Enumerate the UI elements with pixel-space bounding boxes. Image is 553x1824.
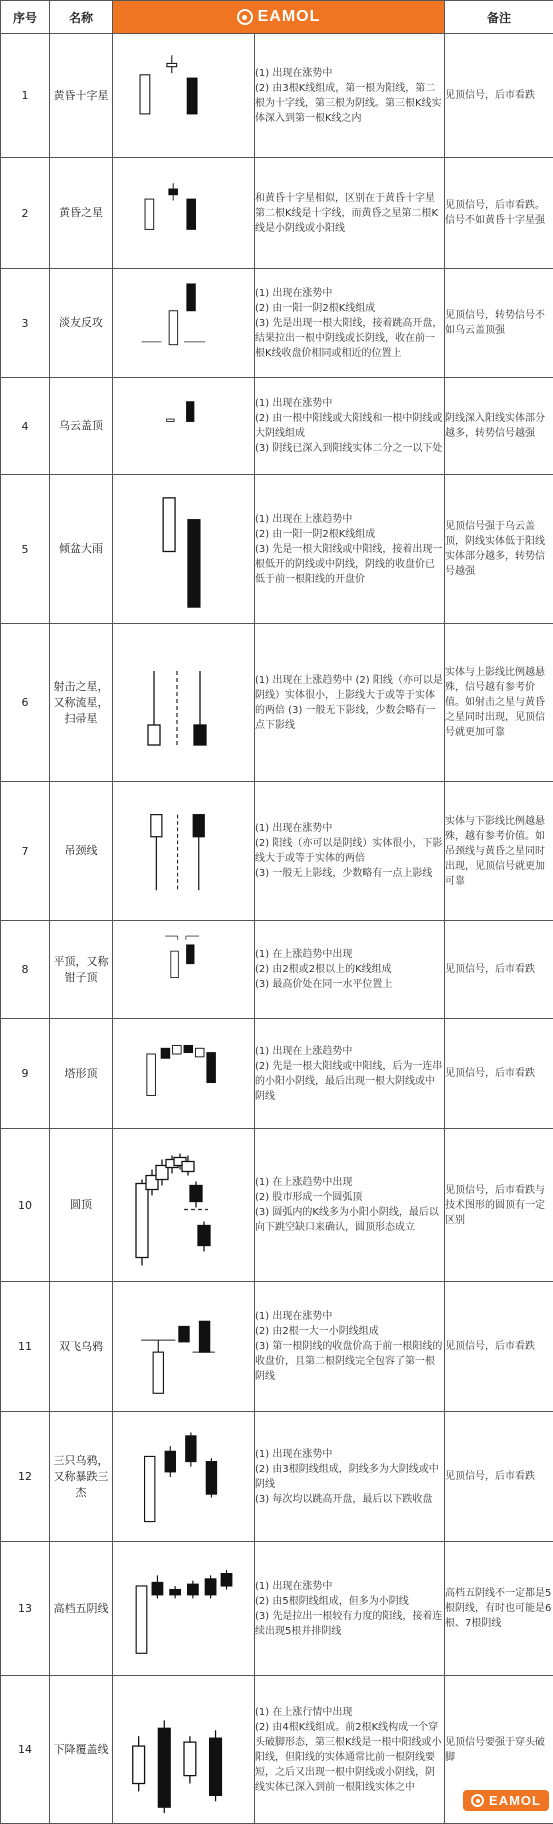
pattern-illustration bbox=[113, 34, 255, 158]
bearish-candle bbox=[186, 944, 194, 963]
bullish-candle bbox=[132, 1736, 144, 1791]
pattern-illustration bbox=[113, 475, 255, 624]
row-index: 4 bbox=[1, 378, 50, 475]
pattern-name: 乌云盖顶 bbox=[50, 378, 113, 475]
pattern-name: 三只乌鸦，又称暴跌三杰 bbox=[50, 1412, 113, 1542]
row-index: 1 bbox=[1, 34, 50, 158]
brand-logo bbox=[113, 8, 444, 26]
description-line: (2) 由4根K线组成。前2根K线构成一个穿头破脚形态，第三根K线是一根中阳线或小阳线，但阳线的实体通常比前一根阴线要短，之后又出现一根中阴线或小阴线，阴线实体已深入到前一根阳线实体之中 bbox=[255, 1720, 444, 1795]
bearish-candle bbox=[198, 1221, 210, 1251]
bearish-candle bbox=[169, 1585, 180, 1597]
row-index: 8 bbox=[1, 921, 50, 1019]
pattern-illustration bbox=[113, 1412, 255, 1542]
table-row bbox=[1, 269, 553, 378]
pattern-description bbox=[255, 158, 445, 269]
candlestick-diagram bbox=[124, 1681, 244, 1819]
description-line: (3) 每次均以跳高开盘，最后以下跌收盘 bbox=[255, 1492, 444, 1507]
watermark-logo bbox=[463, 1790, 549, 1811]
bullish-candle bbox=[148, 671, 160, 745]
pattern-description bbox=[255, 921, 445, 1019]
brand-name: EAMOL bbox=[258, 8, 321, 26]
brand-mark-icon bbox=[237, 9, 253, 25]
table-row bbox=[1, 378, 553, 475]
description-line: (2) 阳线（亦可以是阴线）实体很小，下影线大于或等于实体的两倍 bbox=[255, 836, 444, 866]
pattern-description bbox=[255, 269, 445, 378]
pattern-note: 见顶信号，后市看跌 bbox=[445, 921, 553, 1019]
candlestick-diagram bbox=[124, 1134, 244, 1277]
table-row bbox=[1, 158, 553, 269]
pattern-note: 见顶信号，后市看跌。信号不如黄昏十字星强 bbox=[445, 158, 553, 269]
table-row bbox=[1, 782, 553, 921]
bearish-candle bbox=[209, 1730, 221, 1801]
header-name: 名称 bbox=[50, 1, 113, 34]
candlestick-diagram bbox=[124, 629, 244, 777]
bearish-candle bbox=[186, 199, 195, 229]
candlestick-diagram bbox=[124, 383, 244, 470]
table-row bbox=[1, 1129, 553, 1282]
pattern-name: 射击之星，又称流星，扫帚星 bbox=[50, 624, 113, 782]
description-line: (2) 由3根K线组成，第一根为阳线，第二根为十字线，第三根为阴线。第三根K线实体深入到第一根K线之内 bbox=[255, 81, 444, 126]
table-row bbox=[1, 34, 553, 158]
pattern-note: 高档五阴线不一定都是5根阴线，有时也可能是6根、7根阴线 bbox=[445, 1542, 553, 1676]
bullish-candle bbox=[195, 1048, 204, 1057]
pattern-name: 下降覆盖线 bbox=[50, 1676, 113, 1824]
row-index: 14 bbox=[1, 1676, 50, 1824]
row-index: 2 bbox=[1, 158, 50, 269]
bullish-candle bbox=[170, 951, 178, 977]
row-index: 7 bbox=[1, 782, 50, 921]
description-line: (2) 股市形成一个圆弧顶 bbox=[255, 1190, 444, 1205]
bearish-candle bbox=[165, 1446, 175, 1477]
candlestick-diagram bbox=[124, 39, 244, 153]
pattern-illustration bbox=[113, 269, 255, 378]
table-row bbox=[1, 1019, 553, 1129]
candlestick-diagram bbox=[124, 1287, 244, 1407]
candlestick-diagram bbox=[124, 163, 244, 264]
bearish-candle bbox=[206, 1052, 215, 1082]
pattern-name: 高档五阴线 bbox=[50, 1542, 113, 1676]
candlestick-diagram bbox=[124, 1547, 244, 1671]
bullish-candle bbox=[140, 74, 150, 113]
pattern-illustration bbox=[113, 1542, 255, 1676]
bullish-candle bbox=[169, 310, 177, 344]
row-index: 3 bbox=[1, 269, 50, 378]
table-row bbox=[1, 1542, 553, 1676]
description-line: (1) 在上涨趋势中出现 bbox=[255, 947, 444, 962]
bearish-candle bbox=[186, 283, 194, 310]
description-line: (2) 由2根或2根以上的K线组成 bbox=[255, 962, 444, 977]
pattern-description bbox=[255, 34, 445, 158]
bearish-candle bbox=[152, 1575, 163, 1598]
pattern-name: 吊颈线 bbox=[50, 782, 113, 921]
description-line: (2) 由3根阴线组成，阴线多为大阴线或中阴线 bbox=[255, 1462, 444, 1492]
bullish-candle bbox=[144, 1456, 154, 1521]
description-line: (1) 出现在涨势中 bbox=[255, 1579, 444, 1594]
pattern-note: 见顶信号，后市看跌 bbox=[445, 34, 553, 158]
bullish-candle bbox=[163, 497, 175, 551]
description-line: (1) 出现在上涨趋势中 bbox=[255, 512, 444, 527]
row-index: 6 bbox=[1, 624, 50, 782]
description-line: 和黄昏十字星相似，区别在于黄昏十字星第二根K线是十字线，而黄昏之星第二根K线是小阴线或小阳线 bbox=[255, 191, 444, 236]
pattern-description bbox=[255, 782, 445, 921]
bullish-candle bbox=[166, 55, 176, 73]
candlestick-diagram bbox=[124, 1024, 244, 1124]
description-line: (1) 在上涨行情中出现 bbox=[255, 1705, 444, 1720]
pattern-note: 实体与下影线比例越悬殊，越有参考价值。如吊颈线与黄昏之星同时出现，见顶信号就更加可靠 bbox=[445, 782, 553, 921]
candlestick-diagram bbox=[124, 787, 244, 916]
bullish-candle bbox=[150, 814, 161, 890]
pattern-note: 见顶信号，后市看跌 bbox=[445, 1019, 553, 1129]
description-line: (1) 出现在涨势中 bbox=[255, 821, 444, 836]
description-line: (1) 出现在涨势中 bbox=[255, 1447, 444, 1462]
pattern-description bbox=[255, 624, 445, 782]
candlestick-diagram bbox=[124, 1417, 244, 1537]
bullish-candle bbox=[184, 1736, 196, 1783]
bearish-candle bbox=[178, 1326, 188, 1341]
pattern-note: 阴线深入阳线实体部分越多，转势信号越强 bbox=[445, 378, 553, 475]
brand-header bbox=[113, 1, 445, 34]
pattern-description bbox=[255, 1412, 445, 1542]
bullish-candle bbox=[153, 1340, 163, 1393]
pattern-illustration bbox=[113, 1676, 255, 1824]
pattern-name: 双飞乌鸦 bbox=[50, 1282, 113, 1412]
pattern-note: 见顶信号要强于穿头破脚 bbox=[445, 1676, 553, 1824]
bearish-candle bbox=[221, 1570, 232, 1589]
bullish-candle bbox=[145, 199, 154, 229]
pattern-description bbox=[255, 1129, 445, 1282]
header-index: 序号 bbox=[1, 1, 50, 34]
bullish-candle bbox=[172, 1045, 181, 1054]
pattern-illustration bbox=[113, 1282, 255, 1412]
candlestick-diagram bbox=[124, 926, 244, 1014]
description-line: (2) 先是一根大阳线或中阳线，后为一连串的小阳小阴线，最后出现一根大阴线或中阴线 bbox=[255, 1059, 444, 1104]
candlestick-diagram bbox=[124, 274, 244, 373]
table-row bbox=[1, 475, 553, 624]
pattern-illustration bbox=[113, 921, 255, 1019]
bearish-candle bbox=[187, 519, 199, 606]
description-line: (2) 由一阳一阴2根K线组成 bbox=[255, 527, 444, 542]
pattern-name: 倾盆大雨 bbox=[50, 475, 113, 624]
bearish-candle bbox=[190, 1181, 202, 1207]
pattern-name: 塔形顶 bbox=[50, 1019, 113, 1129]
description-line: (2) 由一阳一阴2根K线组成 bbox=[255, 301, 444, 316]
pattern-note: 见顶信号，后市看跌与技术图形的圆顶有一定区别 bbox=[445, 1129, 553, 1282]
pattern-note: 见顶信号，后市看跌 bbox=[445, 1412, 553, 1542]
bearish-candle bbox=[205, 1575, 216, 1598]
description-line: (3) 先是拉出一根较有力度的阳线，接着连续出现5根并排阴线 bbox=[255, 1609, 444, 1639]
pattern-description bbox=[255, 1542, 445, 1676]
description-line: (3) 第一根阴线的收盘价高于前一根阳线的收盘价，且第二根阴线完全包容了第一根阴线 bbox=[255, 1339, 444, 1384]
table-header-row bbox=[1, 1, 553, 34]
bullish-candle bbox=[136, 1179, 148, 1265]
description-line: (1) 出现在涨势中 bbox=[255, 396, 444, 411]
pattern-name: 黄昏十字星 bbox=[50, 34, 113, 158]
description-line: (1) 出现在上涨趋势中 bbox=[255, 1044, 444, 1059]
row-index: 12 bbox=[1, 1412, 50, 1542]
pattern-illustration bbox=[113, 782, 255, 921]
bullish-candle bbox=[136, 1585, 147, 1652]
pattern-description bbox=[255, 1676, 445, 1824]
table-row bbox=[1, 921, 553, 1019]
bearish-candle bbox=[187, 1580, 198, 1598]
bearish-candle bbox=[186, 401, 193, 421]
pattern-illustration bbox=[113, 624, 255, 782]
pattern-note: 见顶信号，转势信号不如乌云盖顶强 bbox=[445, 269, 553, 378]
bearish-candle bbox=[187, 78, 197, 114]
candlestick-diagram bbox=[124, 480, 244, 619]
description-line: (3) 阴线已深入到阳线实体二分之一以下处 bbox=[255, 441, 444, 456]
table-row bbox=[1, 1282, 553, 1412]
pattern-description bbox=[255, 1282, 445, 1412]
row-index: 10 bbox=[1, 1129, 50, 1282]
description-line: (3) 一般无上影线，少数略有一点上影线 bbox=[255, 866, 444, 881]
description-line: (3) 圆弧内的K线多为小阳小阴线，最后以向下跳空缺口来确认，圆顶形态成立 bbox=[255, 1205, 444, 1235]
bullish-candle bbox=[166, 419, 173, 421]
description-line: (1) 出现在涨势中 bbox=[255, 286, 444, 301]
description-line: (3) 先是出现一根大阳线，接着跳高开盘，结果拉出一根中阴线或长阴线，收在前一根K线收盘价相同或相近的位置上 bbox=[255, 316, 444, 361]
description-line: (3) 最高价处在同一水平位置上 bbox=[255, 977, 444, 992]
bearish-candle bbox=[184, 1045, 193, 1052]
pattern-illustration bbox=[113, 378, 255, 475]
description-line: (3) 先是一根大阳线或中阳线，接着出现一根低开的阴线或中阴线，阴线的收盘价已低于前一根阳线的开盘价 bbox=[255, 542, 444, 587]
description-line: (1) 出现在涨势中 bbox=[255, 1309, 444, 1324]
pattern-illustration bbox=[113, 1129, 255, 1282]
pattern-name: 黄昏之星 bbox=[50, 158, 113, 269]
pattern-note: 见顶信号，后市看跌 bbox=[445, 1282, 553, 1412]
table-row bbox=[1, 624, 553, 782]
bearish-candle bbox=[206, 1458, 216, 1497]
bearish-candle bbox=[161, 1048, 170, 1058]
description-line: (1) 在上涨趋势中出现 bbox=[255, 1175, 444, 1190]
pattern-description bbox=[255, 475, 445, 624]
pattern-name: 平顶，又称钳子顶 bbox=[50, 921, 113, 1019]
pattern-illustration bbox=[113, 1019, 255, 1129]
pattern-description bbox=[255, 378, 445, 475]
pattern-note: 实体与上影线比例越悬殊，信号越有参考价值。如射击之星与黄昏之星同时出现，见顶信号就更加可靠 bbox=[445, 624, 553, 782]
pattern-name: 淡友反攻 bbox=[50, 269, 113, 378]
bearish-candle bbox=[168, 183, 177, 200]
header-note: 备注 bbox=[445, 1, 553, 34]
watermark-text: EAMOL bbox=[489, 1793, 541, 1808]
row-index: 13 bbox=[1, 1542, 50, 1676]
row-index: 9 bbox=[1, 1019, 50, 1129]
bearish-candle bbox=[185, 1432, 195, 1466]
description-line: (1) 出现在涨势中 bbox=[255, 66, 444, 81]
table-row bbox=[1, 1412, 553, 1542]
row-index: 5 bbox=[1, 475, 50, 624]
bullish-candle bbox=[146, 1054, 155, 1095]
bearish-candle bbox=[194, 671, 206, 745]
description-line: (1) 出现在上涨趋势中 (2) 阳线（亦可以是阴线）实体很小，上影线大于或等于实体的两倍 (3) 一般无下影线，少数会略有一点下影线 bbox=[255, 673, 444, 733]
bearish-candle bbox=[199, 1321, 209, 1352]
row-index: 11 bbox=[1, 1282, 50, 1412]
pattern-illustration bbox=[113, 158, 255, 269]
description-line: (2) 由2根一大一小阴线组成 bbox=[255, 1324, 444, 1339]
watermark-mark-icon bbox=[471, 1794, 484, 1807]
description-line: (2) 由5根阴线组成，但多为小阴线 bbox=[255, 1594, 444, 1609]
pattern-description bbox=[255, 1019, 445, 1129]
bearish-candle bbox=[193, 814, 204, 890]
bearish-candle bbox=[158, 1720, 170, 1813]
description-line: (2) 由一根中阳线或大阳线和一根中阴线或大阴线组成 bbox=[255, 411, 444, 441]
pattern-note: 见顶信号强于乌云盖顶，阴线实体低于阳线实体部分越多，转势信号越强 bbox=[445, 475, 553, 624]
pattern-name: 圆顶 bbox=[50, 1129, 113, 1282]
